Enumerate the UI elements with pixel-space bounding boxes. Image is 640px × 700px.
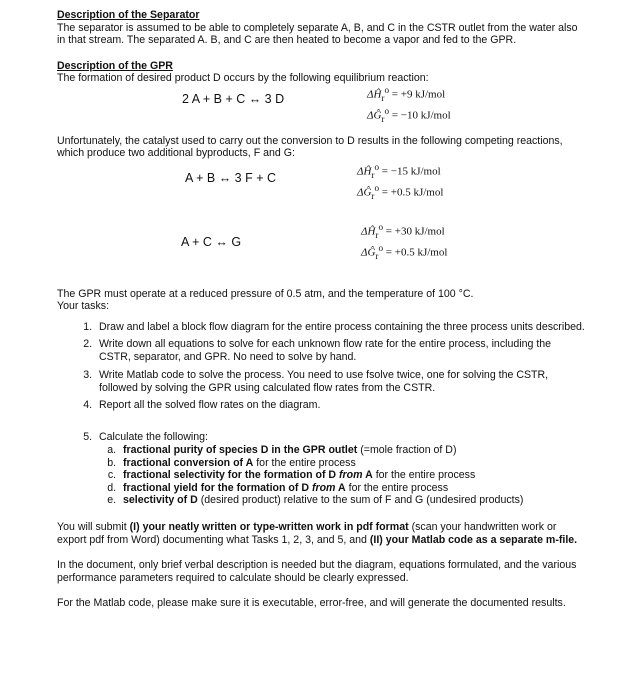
task-item: 2. Write down all equations to solve for each unknown flow rate for the entire process, including the CSTR, separator, and GPR. No need to solve by hand. [95,338,585,364]
reaction-3-gibbs: $\Delta Ĝ_r^o = +0.5$ kJ/mol [361,242,448,261]
task-item: 4. Report all the solved flow rates on the diagram. [95,399,585,412]
document-page [57,9,585,610]
gpr-heading: Description of the GPR [57,59,173,72]
reaction-3-block [57,216,585,274]
matlab-note: For the Matlab code, please make sure it is executable, error-free, and will generate the documented results. [57,597,566,610]
submission-instructions: You will submit (I) your neatly written or type-written work in pdf format (scan your handwritten work or export pdf from Word) documenting what Tasks 1, 2, 3, and 5, and (II) your Matlab code as a separate m-file. [57,521,578,546]
reaction-1-block [57,85,585,129]
task-5-subitem: c. fractional selectivity for the formation of D from A for the entire process [119,469,585,482]
reaction-3-equation: A + C ↔ G [181,234,242,249]
reaction-3-enthalpy: $\Delta Ĥ_r^o = +30$ kJ/mol [361,221,445,240]
gpr-intro: The formation of desired product D occurs by the following equilibrium reaction: [57,72,429,84]
reaction-2-block [57,160,585,208]
separator-description: The separator is assumed to be able to completely separate A, B, and C in the CSTR outlet from the water also in that stream. The separated A. B, and C are then heated to become a vapor and fed to the GPR. [57,21,578,46]
task-5-subitem: e. selectivity of D (desired product) relative to the sum of F and G (undesired products) [119,494,585,507]
reaction-1-gibbs: $\Delta Ĝ_r^o = -10$ kJ/mol [367,105,451,124]
task-5-intro: Calculate the following: [99,431,208,444]
task-5-list [57,431,585,507]
task-5-subitem: a. fractional purity of species D in the GPR outlet (=mole fraction of D) [119,444,585,457]
task-item: 3. Write Matlab code to solve the process. You need to use fsolve twice, one for solving the CSTR, followed by solving the GPR using calculated flow rates from the CSTR. [95,369,585,395]
competing-reactions-text: Unfortunately, the catalyst used to carry out the conversion to D results in the following competing reactions, which produce two additional byproducts, F and G: [57,134,563,159]
reaction-2-gibbs: $\Delta Ĝ_r^o = +0.5$ kJ/mol [357,182,444,201]
reaction-1-enthalpy: $\Delta Ĥ_r^o = +9$ kJ/mol [367,84,446,103]
tasks-intro: Your tasks: [57,300,110,312]
task-5-subitem: d. fractional yield for the formation of D from A for the entire process [119,482,585,495]
reaction-2-equation: A + B ↔ 3 F + C [185,170,277,185]
task-item-5 [95,431,585,507]
task-item: 1. Draw and label a block flow diagram for the entire process containing the three process units described. [95,321,585,334]
separator-heading: Description of the Separator [57,9,200,21]
task-5-sublist [99,444,585,507]
gpr-conditions: The GPR must operate at a reduced pressure of 0.5 atm, and the temperature of 100 °C. [57,287,474,300]
reaction-1-equation: 2 A + B + C ↔ 3 D [182,91,285,106]
task-list [57,321,585,413]
reaction-2-enthalpy: $\Delta Ĥ_r^o = -15$ kJ/mol [357,161,441,180]
task-5-subitem: b. fractional conversion of A for the entire process [119,457,585,470]
document-note: In the document, only brief verbal description is needed but the diagram, equations formulated, and the various performance parameters required to calculate should be clearly expressed. [57,559,577,584]
